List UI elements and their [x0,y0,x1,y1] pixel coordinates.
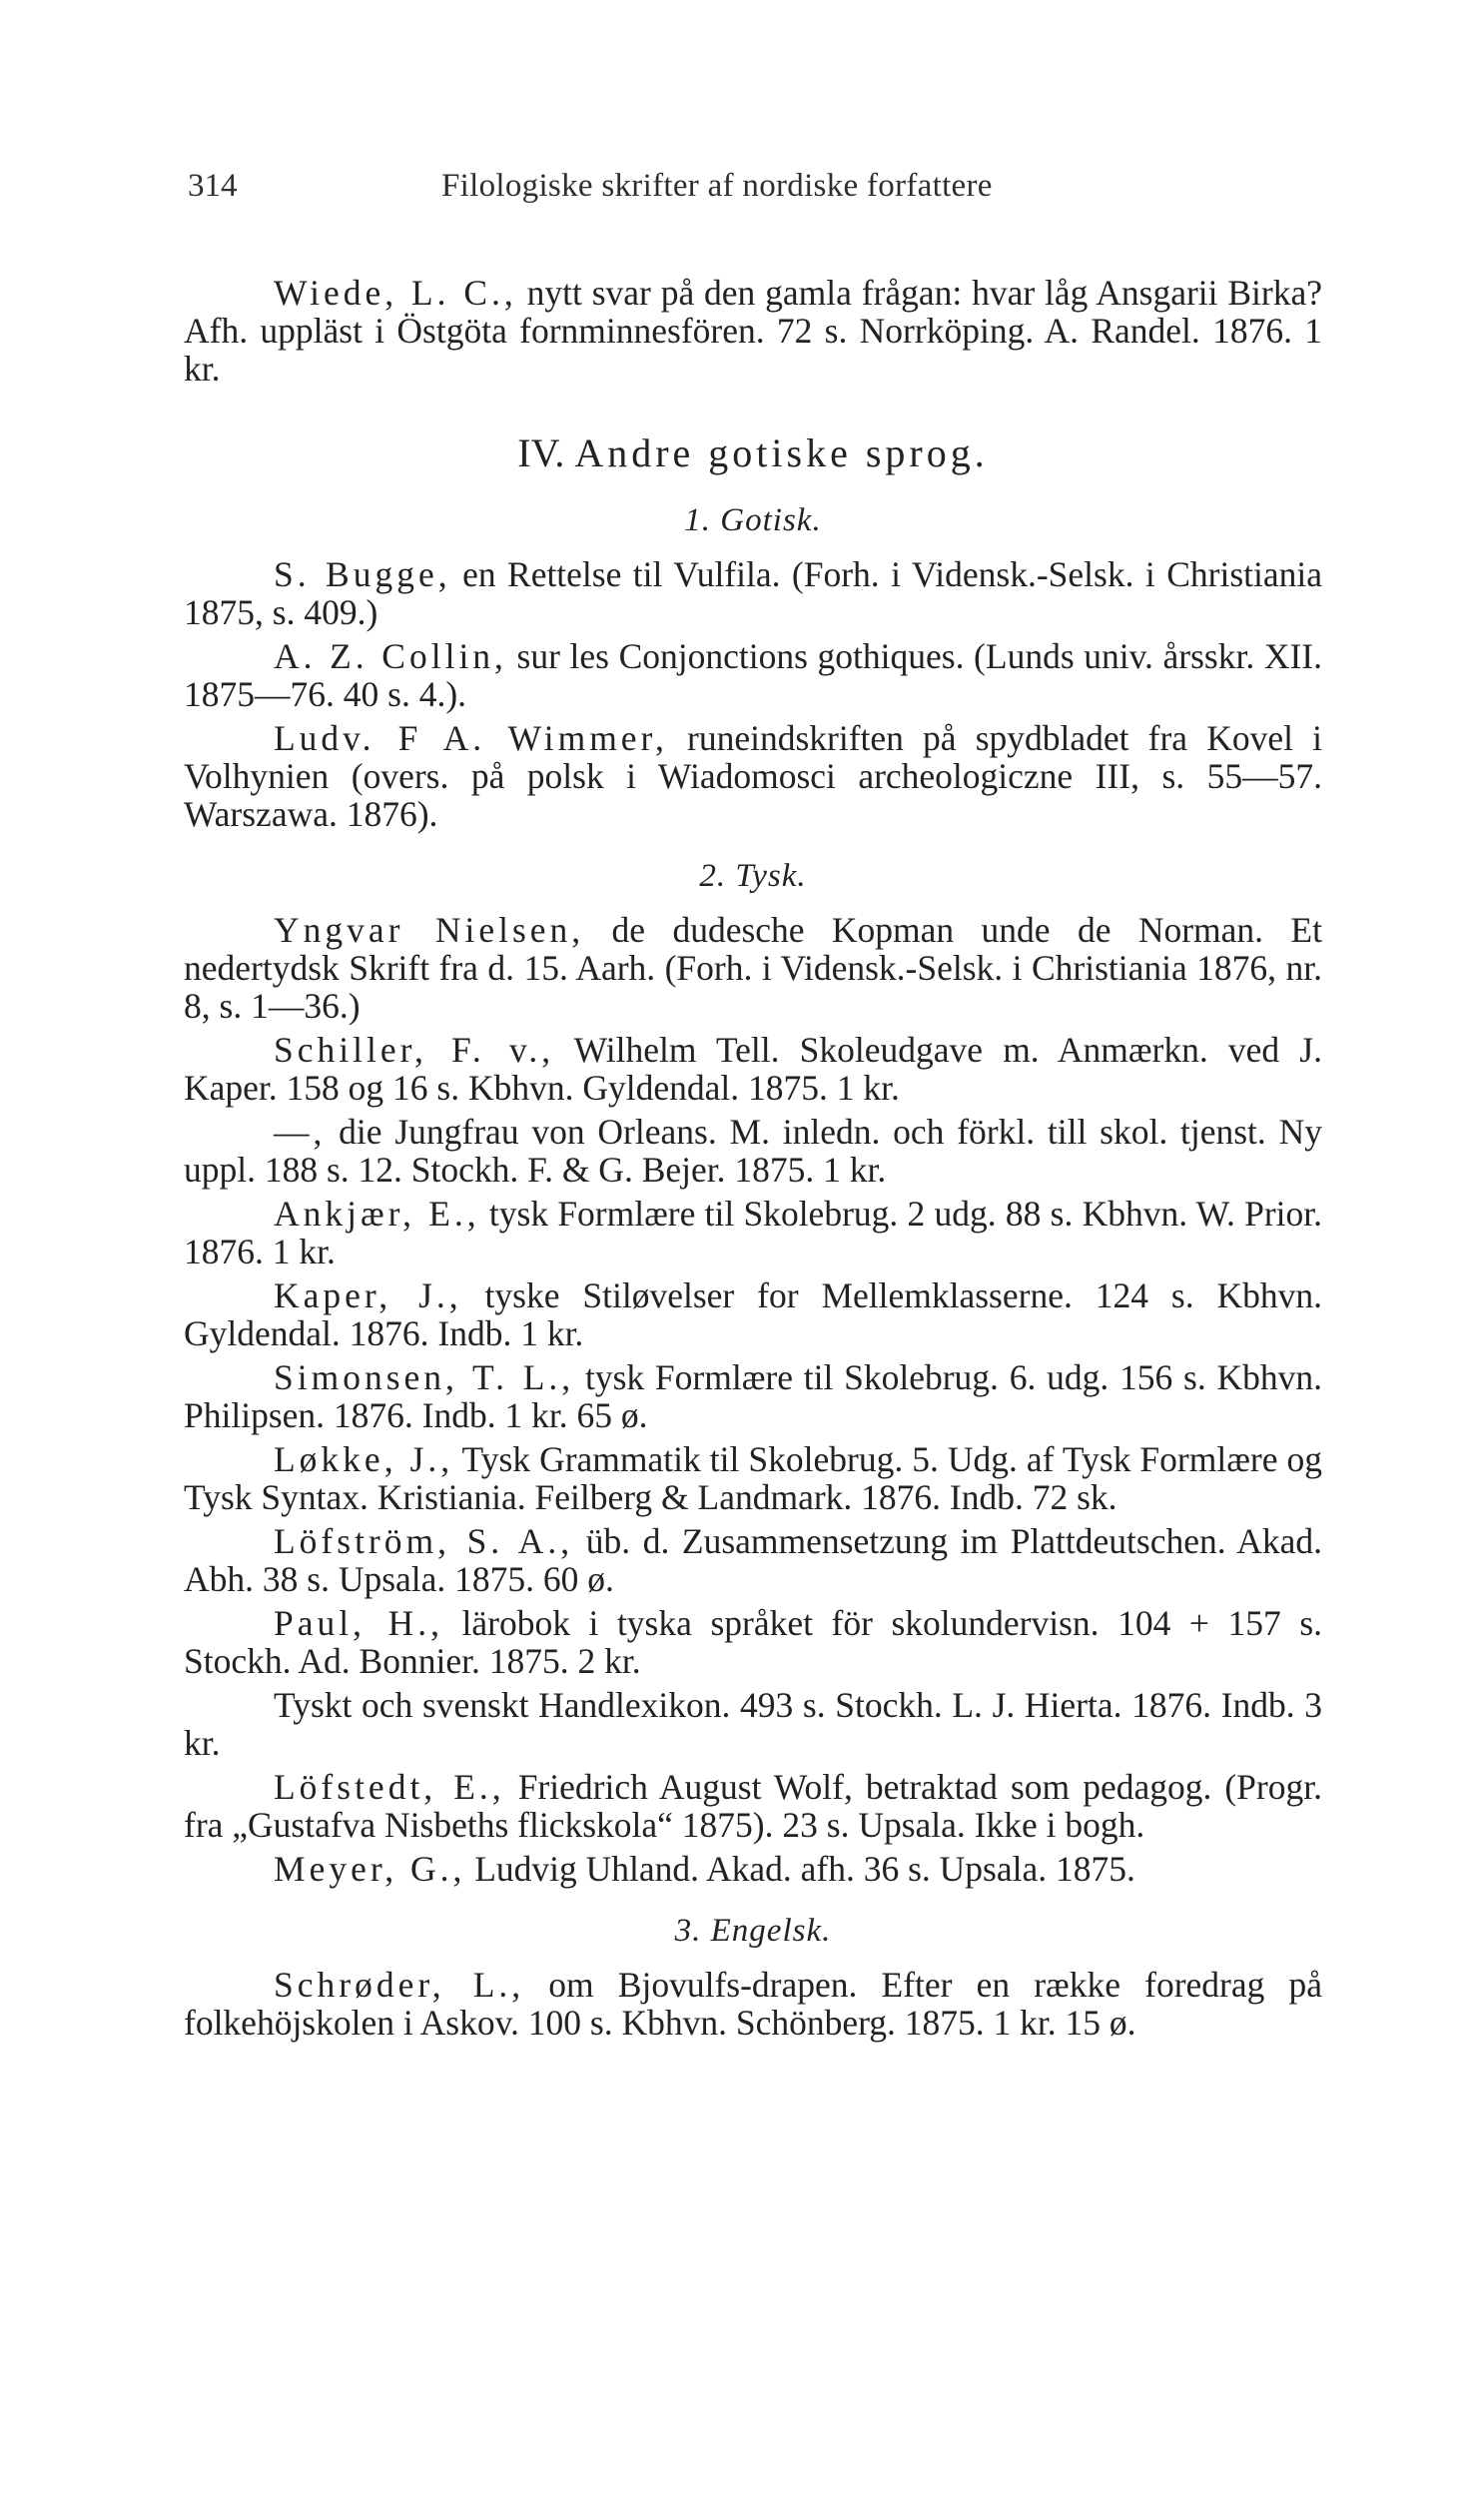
subsection-heading: 1. Gotisk. [684,502,822,538]
bibliography-entry [184,1522,1322,1598]
entry-text: die Jungfrau von Orleans. M. inledn. och förkl. till skol. tjenst. Ny uppl. 188 s. 12. Stockh. F. & G. Bejer. 1875. 1 kr. [184,1112,1322,1190]
entry-text: tyske Stiløvelser for Mellemklasserne. 124 s. Kbhvn. Gyldendal. 1876. Indb. 1 kr. [184,1275,1322,1353]
section-numeral: IV. [517,430,565,475]
entry-author: Wiede, L. C., [274,273,517,313]
entry-text: om Bjovulfs-drapen. Efter en række foredrag på folkehöjskolen i Askov. 100 s. Kbhvn. Schönberg. 1875. 1 kr. 15 ø. [184,1965,1322,2043]
entry-text: Tyskt och svenskt Handlexikon. 493 s. Stockh. L. J. Hierta. 1876. Indb. 3 kr. [184,1685,1322,1763]
entry-author: Kaper, J., [274,1275,462,1315]
entry-author: —, [274,1112,327,1152]
subsection-heading: 3. Engelsk. [674,1913,832,1949]
entry-text: Tysk Grammatik til Skolebrug. 5. Udg. af Tysk Formlære og Tysk Syntax. Kristiania. Feilberg & Landmark. 1876. Indb. 72 sk. [184,1439,1322,1517]
entry-author: Ludv. F A. Wimmer, [274,718,668,758]
entry-text: de dudesche Kopman unde de Norman. Et nedertydsk Skrift fra d. 15. Aarh. (Forh. i Vidensk.-Selsk. i Christiania 1876, nr. 8, s. 1—36.) [184,910,1322,1026]
bibliography-entry [184,637,1322,713]
entry-author: Løkke, J., [274,1439,454,1479]
entry-text: nytt svar på den gamla frågan: hvar låg Ansgarii Birka? Afh. uppläst i Östgöta fornminnesfören. 72 s. Norrköping. A. Randel. 1876. 1 kr. [184,273,1323,389]
page-body [184,274,1322,2048]
subsections [184,503,1322,2042]
bibliography-entry [184,1358,1322,1434]
entry-author: S. Bugge, [274,554,451,594]
entry-text: Wilhelm Tell. Skoleudgave m. Anmærkn. ved J. Kaper. 158 og 16 s. Kbhvn. Gyldendal. 1875. 1 kr. [184,1030,1322,1108]
bibliography-entry [184,1686,1322,1762]
entry-text: lärobok i tyska språket för skolundervisn. 104 + 157 s. Stockh. Ad. Bonnier. 1875. 2 kr. [184,1603,1323,1681]
entry-author: Ankjær, E., [274,1194,480,1234]
section-heading [184,430,1322,475]
bibliography-entry [184,1276,1322,1352]
bibliography-entry [184,719,1322,833]
entry-text: en Rettelse til Vulfila. (Forh. i Vidensk.-Selsk. i Christiania 1875, s. 409.) [184,554,1322,632]
bibliography-entry [184,911,1322,1025]
bibliography-entry [184,1966,1322,2042]
entry-text: tysk Formlære til Skolebrug. 6. udg. 156 s. Kbhvn. Philipsen. 1876. Indb. 1 kr. 65 ø. [184,1357,1322,1435]
entry-author: Paul, H., [274,1603,443,1643]
entry-author: Löfstedt, E., [274,1767,505,1807]
entry-author: Schiller, F. v., [274,1030,555,1070]
entry-author: Meyer, G., [274,1849,466,1889]
bibliography-entry [184,1768,1322,1844]
page-header [188,168,1326,212]
running-title: Filologiske skrifter af nordiske forfattere [441,168,993,204]
bibliography-entry [184,1195,1322,1270]
bibliography-entry [184,274,1322,388]
entry-author: Yngvar Nielsen, [274,910,585,950]
entry-author: A. Z. Collin, [274,636,507,676]
entry-author: Schrøder, L., [274,1965,525,2005]
page-number: 314 [188,168,238,204]
entry-text: Ludvig Uhland. Akad. afh. 36 s. Upsala. 1875. [465,1849,1135,1889]
entry-text: üb. d. Zusammensetzung im Plattdeutschen. Akad. Abh. 38 s. Upsala. 1875. 60 ø. [184,1521,1322,1599]
bibliography-entry [184,1113,1322,1189]
entry-author: Simonsen, T. L., [274,1357,575,1397]
section-title: Andre gotiske sprog. [574,430,989,475]
bibliography-entry [184,1031,1322,1107]
subsection-heading: 2. Tysk. [699,858,807,894]
bibliography-entry [184,1850,1322,1888]
entry-text: tysk Formlære til Skolebrug. 2 udg. 88 s. Kbhvn. W. Prior. 1876. 1 kr. [184,1194,1322,1271]
entry-author: Löfström, S. A., [274,1521,574,1561]
bibliography-entry [184,1440,1322,1516]
bibliography-entry [184,1604,1322,1680]
entry-text: Friedrich August Wolf, betraktad som pedagog. (Progr. fra „Gustafva Nisbeths flickskola“ 1875). 23 s. Upsala. Ikke i bogh. [184,1767,1322,1845]
entry-text: sur les Conjonctions gothiques. (Lunds univ. årsskr. XII. 1875—76. 40 s. 4.). [184,636,1322,714]
bibliography-entry [184,555,1322,631]
entry-text: runeindskriften på spydbladet fra Kovel i Volhynien (overs. på polsk i Wiadomosci archeologiczne III, s. 55—57. Warszawa. 1876). [184,718,1322,834]
